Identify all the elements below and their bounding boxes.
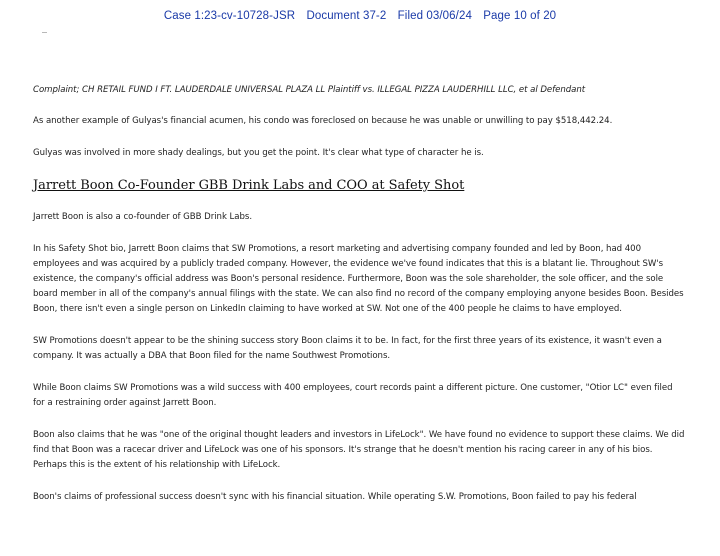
paragraph-shady-dealings: Gulyas was involved in more shady dealings, but you get the point. It's clear what type of character he is. bbox=[33, 148, 484, 158]
section-heading: Jarrett Boon Co-Founder GBB Drink Labs and COO at Safety Shot bbox=[33, 178, 465, 193]
document-body bbox=[33, 83, 685, 522]
paragraph-court-records: While Boon claims SW Promotions was a wild success with 400 employees, court records paint a different picture. One customer, "Otior LC" even filed for a restraining order against Jarrett Boon. bbox=[33, 383, 673, 408]
filed-date: Filed 03/06/24 bbox=[397, 10, 472, 22]
paragraph-financial-situation: Boon's claims of professional success doesn't sync with his financial situation. While operating S.W. Promotions, Boon failed to pay his federal bbox=[33, 492, 637, 502]
complaint-caption: Complaint; CH RETAIL FUND I FT. LAUDERDALE UNIVERSAL PLAZA LL Plaintiff vs. ILLEGAL PIZZA LAUDERHILL LLC, et al Defendant bbox=[33, 85, 586, 95]
document-number: Document 37-2 bbox=[306, 10, 387, 22]
paragraph-condo-foreclosure: As another example of Gulyas's financial acumen, his condo was foreclosed on because he was unable or unwilling to pay $518,442.24. bbox=[33, 116, 613, 126]
case-number: Case 1:23-cv-10728-JSR bbox=[163, 10, 296, 22]
paragraph-dba: SW Promotions doesn't appear to be the shining success story Boon claims it to be. In fact, for the first three years of its existence, it wasn't even a company. It was actually a DBA that Boon filed for the name Southwest Promotions. bbox=[33, 336, 662, 361]
paragraph-safety-shot-bio: In his Safety Shot bio, Jarrett Boon claims that SW Promotions, a resort marketing and advertising company founded and led by Boon, had 400 employees and was acquired by a publicly traded company. However, the evidence we've found indicates that this is a blatant lie. Throughout SW's existence, the company's official address was Boon's personal residence. Furthermore, Boon was the sole shareholder, the sole officer, and the sole board member in all of the company's annual filings with the state. We can also find no record of the company employing anyone besides Boon. Besides Boon, there isn't even a single person on LinkedIn claiming to have worked at SW. Not one of the 400 people he claims to have employed. bbox=[33, 244, 684, 314]
paragraph-lifelock: Boon also claims that he was "one of the original thought leaders and investors in LifeLock". We have found no evidence to support these claims. We did find that Boon was a racecar driver and LifeLock was one of his sponsors. It's strange that he doesn't mention his racing career in any of his bios. Perhaps this is the extent of his relationship with LifeLock. bbox=[33, 430, 685, 470]
page-number: Page 10 of 20 bbox=[483, 10, 557, 22]
paragraph-cofounder: Jarrett Boon is also a co-founder of GBB Drink Labs. bbox=[33, 212, 253, 222]
court-filing-header bbox=[0, 10, 720, 22]
scan-mark bbox=[42, 32, 47, 33]
